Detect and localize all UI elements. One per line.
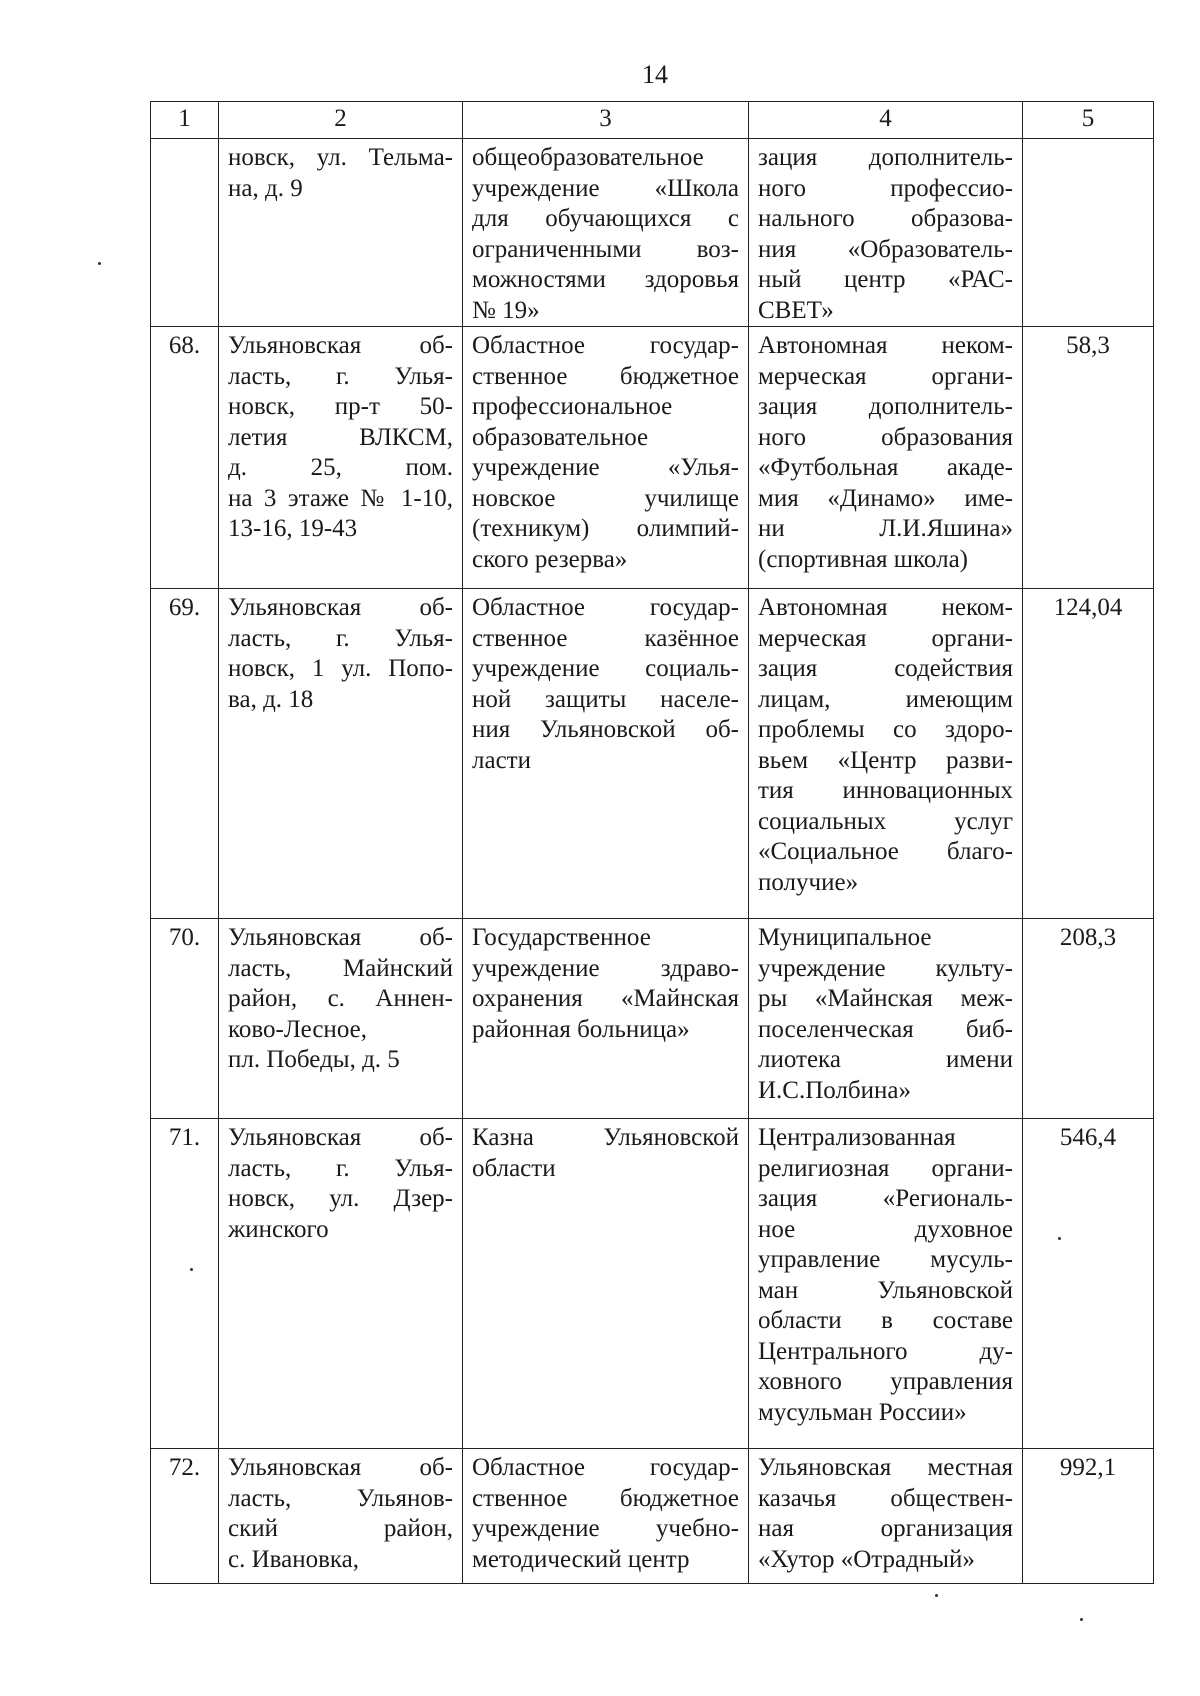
table-row (151, 1119, 1154, 1449)
cell-text-line: ного образования (758, 423, 1013, 451)
cell-text-line: управление мусуль- (758, 1246, 1013, 1273)
address-cell (219, 589, 463, 919)
cell-text-line: мерческая органи- (758, 624, 1013, 652)
address-cell (219, 919, 463, 1119)
table-row-continuation (151, 139, 1154, 327)
cell-text-line: мия «Динамо» име- (758, 484, 1013, 512)
cell-text-line: зация дополнитель- (758, 144, 1013, 171)
cell-text-line: учреждение «Улья- (472, 454, 739, 481)
table-header-row (151, 102, 1154, 139)
column-area-header: 5 (1023, 102, 1154, 139)
organization-cell (749, 919, 1023, 1119)
table-row (151, 327, 1154, 589)
cell-text-line: учреждение «Школа (472, 174, 739, 202)
area-cell: 124,04 (1023, 589, 1154, 919)
cell-text-line: поселенческая биб- (758, 1015, 1013, 1043)
cell-text-line: профессиональное (472, 393, 673, 420)
cell-text-line: Муниципальное (758, 924, 932, 951)
cell-text-line: ственное бюджетное (472, 362, 739, 390)
address-cell (219, 139, 463, 327)
organization-cell (749, 139, 1023, 327)
cell-text-line: ласти (472, 746, 531, 774)
cell-text-line: жинского (228, 1215, 329, 1243)
cell-text-line: новск, 1 ул. Попо- (228, 655, 453, 682)
balance-holder-cell (463, 139, 749, 327)
cell-text-line: летия ВЛКСМ, (228, 423, 453, 451)
organization-cell (749, 589, 1023, 919)
cell-text-line: ково-Лесное, (228, 1015, 367, 1043)
cell-text-line: «Хутор «Отрадный» (758, 1545, 975, 1573)
address-cell (219, 327, 463, 589)
cell-text-line: Централизованная (758, 1124, 956, 1151)
cell-text-line: Областное государ- (472, 1454, 739, 1481)
cell-text-line: с. Ивановка, (228, 1545, 360, 1573)
row-number-cell: 69. (151, 589, 219, 919)
cell-text-line: учреждение здраво- (472, 954, 739, 982)
cell-text-line: 13-16, 19-43 (228, 515, 358, 542)
cell-text-line: ласть, Майнский (228, 954, 453, 982)
cell-text-line: ского резерва» (472, 545, 628, 573)
cell-text-line: новское училище (472, 484, 739, 512)
cell-text-line: лиотека имени (758, 1046, 1013, 1073)
scan-speck (1080, 1618, 1083, 1621)
cell-text-line: проблемы со здоро- (758, 716, 1013, 743)
organization-cell (749, 1449, 1023, 1584)
cell-text-line: зация содействия (758, 655, 1013, 682)
cell-text-line: на 3 этаже № 1-10, (228, 484, 453, 512)
cell-text-line: мусульман России» (758, 1398, 967, 1426)
cell-text-line: Автономная неком- (758, 594, 1013, 621)
table-row (151, 1449, 1154, 1584)
cell-text-line: Областное государ- (472, 332, 739, 359)
row-number-cell: 72. (151, 1449, 219, 1584)
cell-text-line: ры «Майнская меж- (758, 985, 1013, 1012)
cell-text-line: (спортивная школа) (758, 545, 968, 573)
row-number-cell: 68. (151, 327, 219, 589)
row-number-cell: 71. (151, 1119, 219, 1449)
cell-text-line: Государственное (472, 924, 651, 951)
cell-text-line: Областное государ- (472, 594, 739, 621)
cell-text-line: зация «Региональ- (758, 1185, 1013, 1212)
scan-speck (190, 1268, 193, 1271)
cell-text-line: получие» (758, 868, 859, 896)
cell-text-line: можностями здоровья (472, 266, 739, 293)
cell-text-line: ния Ульяновской об- (472, 716, 739, 743)
cell-text-line: ния «Образователь- (758, 235, 1013, 263)
column-number-header: 1 (151, 102, 219, 139)
cell-text-line: казачья обществен- (758, 1484, 1013, 1512)
cell-text-line: № 19» (472, 296, 540, 324)
cell-text-line: ное духовное (758, 1215, 1013, 1243)
cell-text-line: новск, пр-т 50- (228, 393, 453, 420)
cell-text-line: район, с. Аннен- (228, 985, 453, 1012)
scan-speck (935, 1594, 938, 1597)
row-number-cell: 70. (151, 919, 219, 1119)
cell-text-line: общеобразовательное (472, 144, 704, 171)
cell-text-line: Ульяновская об- (228, 1454, 453, 1481)
area-cell: 546,4 (1023, 1119, 1154, 1449)
cell-text-line: районная больница» (472, 1015, 690, 1043)
cell-text-line: ласть, Ульянов- (228, 1484, 453, 1512)
balance-holder-cell (463, 1449, 749, 1584)
cell-text-line: ственное казённое (472, 624, 739, 652)
cell-text-line: тия инновационных (758, 777, 1013, 804)
balance-holder-cell (463, 589, 749, 919)
cell-text-line: религиозная органи- (758, 1154, 1013, 1182)
cell-text-line: учреждение культу- (758, 954, 1013, 982)
balance-holder-cell (463, 919, 749, 1119)
cell-text-line: ский район, (228, 1515, 453, 1542)
area-cell: 58,3 (1023, 327, 1154, 589)
cell-text-line: д. 25, пом. (228, 454, 453, 481)
cell-text-line: Ульяновская об- (228, 594, 453, 621)
cell-text-line: образовательное (472, 423, 649, 451)
area-cell (1023, 139, 1154, 327)
cell-text-line: методический центр (472, 1545, 690, 1573)
cell-text-line: ной защиты населе- (472, 685, 739, 713)
cell-text-line: Центрального ду- (758, 1337, 1013, 1365)
cell-text-line: новск, ул. Тельма- (228, 144, 453, 171)
cell-text-line: Ульяновская местная (758, 1454, 1013, 1481)
cell-text-line: (техникум) олимпий- (472, 515, 739, 542)
cell-text-line: Ульяновская об- (228, 332, 453, 359)
cell-text-line: СВЕТ» (758, 296, 834, 324)
column-organization-header: 4 (749, 102, 1023, 139)
cell-text-line: новск, ул. Дзер- (228, 1185, 453, 1212)
row-number-cell (151, 139, 219, 327)
cell-text-line: лицам, имеющим (758, 685, 1013, 713)
cell-text-line: ласть, г. Улья- (228, 1154, 453, 1182)
area-cell: 992,1 (1023, 1449, 1154, 1584)
cell-text-line: ная организация (758, 1515, 1013, 1542)
cell-text-line: ва, д. 18 (228, 685, 314, 713)
table-row (151, 589, 1154, 919)
scan-speck (1058, 1237, 1061, 1240)
table-row (151, 919, 1154, 1119)
cell-text-line: «Футбольная акаде- (758, 454, 1013, 481)
cell-text-line: ни Л.И.Яшина» (758, 515, 1013, 542)
cell-text-line: нального образова- (758, 205, 1013, 232)
cell-text-line: области в составе (758, 1307, 1013, 1334)
cell-text-line: на, д. 9 (228, 174, 303, 202)
cell-text-line: Казна Ульяновской (472, 1124, 739, 1151)
cell-text-line: зация дополнитель- (758, 393, 1013, 420)
cell-text-line: ный центр «РАС- (758, 266, 1013, 293)
cell-text-line: Ульяновская об- (228, 924, 453, 951)
balance-holder-cell (463, 327, 749, 589)
address-cell (219, 1449, 463, 1584)
balance-holder-cell (463, 1119, 749, 1449)
cell-text-line: Автономная неком- (758, 332, 1013, 359)
cell-text-line: вьем «Центр разви- (758, 746, 1013, 774)
cell-text-line: ласть, г. Улья- (228, 362, 453, 390)
organization-cell (749, 1119, 1023, 1449)
cell-text-line: учреждение социаль- (472, 655, 739, 682)
cell-text-line: области (472, 1154, 556, 1182)
organization-cell (749, 327, 1023, 589)
address-cell (219, 1119, 463, 1449)
column-balance-holder-header: 3 (463, 102, 749, 139)
area-cell: 208,3 (1023, 919, 1154, 1119)
scan-speck (98, 262, 101, 265)
cell-text-line: ограниченными воз- (472, 235, 739, 263)
cell-text-line: мерческая органи- (758, 362, 1013, 390)
property-table (150, 101, 1154, 1584)
cell-text-line: Ульяновская об- (228, 1124, 453, 1151)
cell-text-line: охранения «Майнская (472, 985, 739, 1012)
cell-text-line: «Социальное благо- (758, 838, 1013, 865)
cell-text-line: ласть, г. Улья- (228, 624, 453, 652)
cell-text-line: для обучающихся с (472, 205, 739, 232)
cell-text-line: ман Ульяновской (758, 1276, 1013, 1304)
cell-text-line: пл. Победы, д. 5 (228, 1046, 400, 1073)
page-number: 14 (642, 60, 668, 89)
cell-text-line: социальных услуг (758, 807, 1013, 835)
cell-text-line: ного профессио- (758, 174, 1013, 202)
column-address-header: 2 (219, 102, 463, 139)
cell-text-line: И.С.Полбина» (758, 1076, 912, 1104)
cell-text-line: учреждение учебно- (472, 1515, 739, 1542)
cell-text-line: ственное бюджетное (472, 1484, 739, 1512)
cell-text-line: ховного управления (758, 1368, 1013, 1395)
